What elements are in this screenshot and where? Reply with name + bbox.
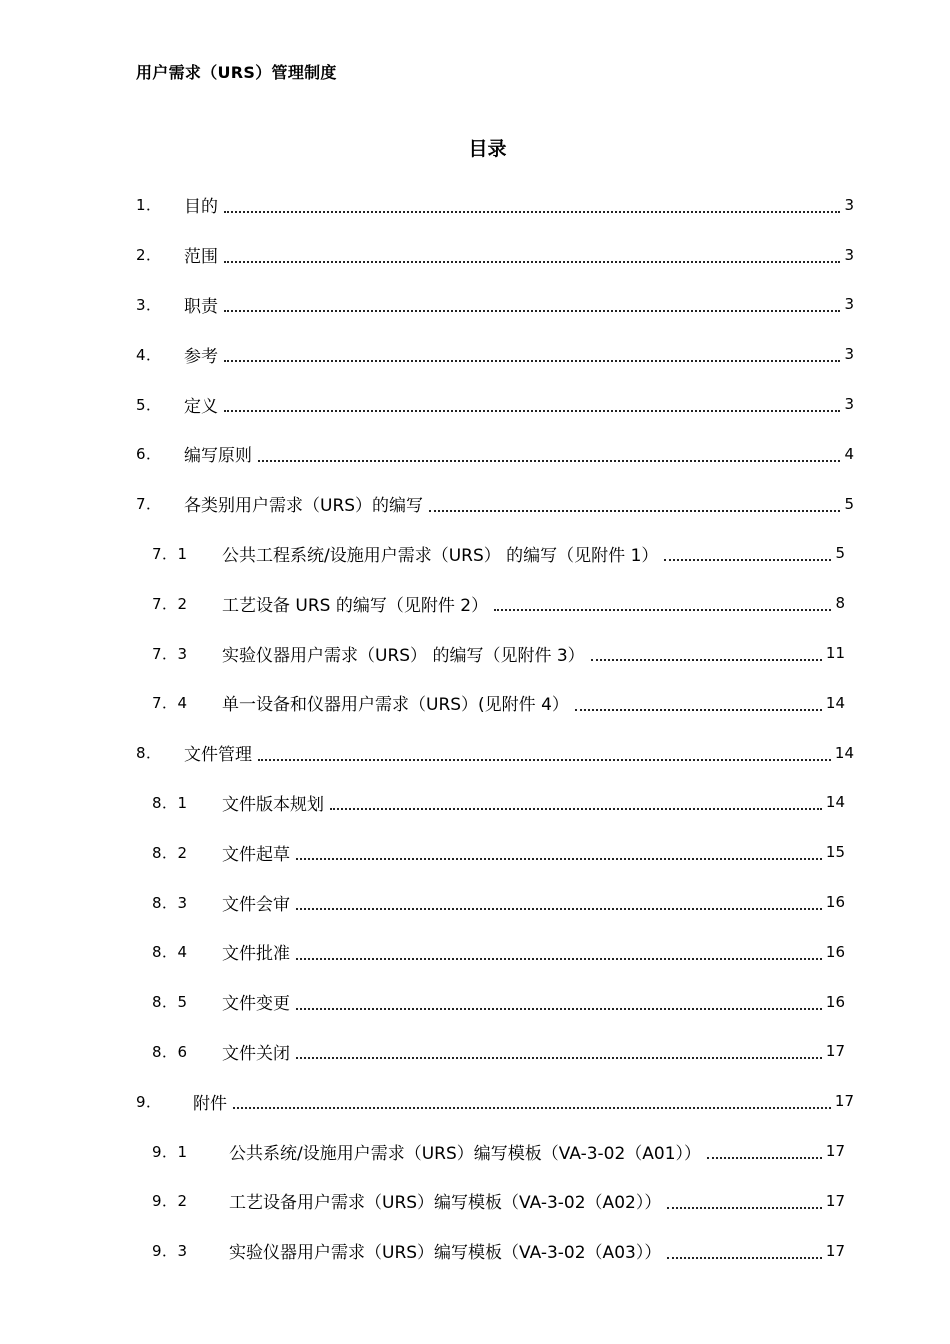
toc-entry-label[interactable]: 文件批准 — [222, 944, 290, 965]
toc-entry[interactable] — [0, 379, 950, 429]
toc-entry-page-number[interactable]: 5 — [844, 494, 854, 513]
toc-entry-page-number[interactable]: 14 — [825, 693, 845, 712]
toc-entry-page-number[interactable]: 17 — [825, 1042, 845, 1061]
toc-entry-number: 9．3 — [152, 1242, 188, 1261]
toc-entry[interactable] — [0, 678, 950, 728]
toc-entry-label[interactable]: 文件关闭 — [222, 1043, 290, 1064]
toc-entry-number: 9． — [136, 1092, 162, 1111]
toc-entry[interactable] — [0, 877, 950, 927]
toc-entry-number: 7．4 — [152, 694, 188, 713]
toc-entry-page-number[interactable]: 3 — [844, 395, 854, 414]
toc-leader-dots — [296, 888, 822, 910]
toc-entry-number: 9．1 — [152, 1142, 188, 1161]
toc-entry-label[interactable]: 范围 — [184, 247, 218, 268]
toc-entry-label[interactable]: 实验仪器用户需求（URS）编写模板（VA-3-02（A03）） — [229, 1243, 662, 1264]
toc-entry-label[interactable]: 定义 — [184, 396, 218, 417]
toc-entry-page-number[interactable]: 16 — [825, 893, 845, 912]
toc-leader-dots — [296, 988, 822, 1010]
toc-entry-label[interactable]: 工艺设备用户需求（URS）编写模板（VA-3-02（A02）） — [229, 1193, 662, 1214]
toc-leader-dots — [667, 1237, 822, 1259]
toc-entry-label[interactable]: 目的 — [184, 197, 218, 218]
toc-leader-dots — [224, 340, 840, 362]
toc-title: 目录 — [468, 138, 507, 160]
toc-entry-label[interactable]: 附件 — [193, 1093, 227, 1114]
toc-entry[interactable] — [0, 778, 950, 828]
toc-entry-label[interactable]: 各类别用户需求（URS）的编写 — [184, 496, 424, 517]
toc-entry-number: 9．2 — [152, 1192, 188, 1211]
toc-leader-dots — [258, 739, 831, 761]
toc-entry[interactable] — [0, 429, 950, 479]
toc-entry[interactable] — [0, 1226, 950, 1276]
toc-entry-number: 8．1 — [152, 793, 188, 812]
toc-leader-dots — [667, 1187, 822, 1209]
toc-entry-label[interactable]: 工艺设备 URS 的编写（见附件 2） — [222, 595, 489, 616]
toc-entry-label[interactable]: 文件版本规划 — [222, 794, 324, 815]
toc-entry-number: 3． — [136, 295, 162, 314]
toc-entry[interactable] — [0, 1126, 950, 1176]
toc-entry-number: 8．4 — [152, 943, 188, 962]
toc-entry[interactable] — [0, 1076, 950, 1126]
toc-entry-page-number[interactable]: 5 — [835, 544, 845, 563]
toc-leader-dots — [224, 241, 840, 263]
toc-entry[interactable] — [0, 230, 950, 280]
toc-entry-number: 1． — [136, 196, 162, 215]
toc-leader-dots — [258, 440, 840, 462]
toc-entry-label[interactable]: 参考 — [184, 346, 218, 367]
toc-entry-label[interactable]: 文件管理 — [184, 745, 252, 766]
running-header: 用户需求（URS）管理制度 — [136, 63, 337, 82]
toc-entry-number: 6． — [136, 445, 162, 464]
toc-entry-page-number[interactable]: 17 — [825, 1191, 845, 1210]
toc-entry-number: 7．1 — [152, 544, 188, 563]
toc-entry[interactable] — [0, 977, 950, 1027]
toc-entry[interactable] — [0, 927, 950, 977]
toc-entry-number: 7．3 — [152, 644, 188, 663]
toc-leader-dots — [296, 938, 822, 960]
toc-entry-number: 8． — [136, 744, 162, 763]
toc-entry-label[interactable]: 编写原则 — [184, 446, 252, 467]
toc-entry[interactable] — [0, 728, 950, 778]
toc-leader-dots — [224, 290, 840, 312]
toc-entry-label[interactable]: 文件会审 — [222, 894, 290, 915]
toc-entry-label[interactable]: 单一设备和仪器用户需求（URS）(见附件 4） — [222, 695, 569, 716]
toc-entry-label[interactable]: 公共系统/设施用户需求（URS）编写模板（VA-3-02（A01）） — [229, 1143, 702, 1164]
toc-leader-dots — [224, 390, 840, 412]
toc-entry-label[interactable]: 文件变更 — [222, 994, 290, 1015]
toc-leader-dots — [330, 788, 822, 810]
toc-entry-number: 8．6 — [152, 1042, 188, 1061]
toc-entry-number: 4． — [136, 345, 162, 364]
toc-entry-page-number[interactable]: 11 — [825, 644, 845, 663]
toc-entry[interactable] — [0, 827, 950, 877]
toc-leader-dots — [664, 539, 831, 561]
toc-entry[interactable] — [0, 280, 950, 330]
toc-entry-label[interactable]: 实验仪器用户需求（URS） 的编写（见附件 3） — [222, 645, 585, 666]
toc-entry-number: 8．2 — [152, 843, 188, 862]
toc-entry-page-number[interactable]: 4 — [844, 444, 854, 463]
toc-leader-dots — [296, 838, 822, 860]
toc-entry-page-number[interactable]: 3 — [844, 195, 854, 214]
toc-entry-page-number[interactable]: 14 — [825, 793, 845, 812]
toc-entry[interactable] — [0, 628, 950, 678]
toc-leader-dots — [224, 191, 840, 213]
toc-entry-label[interactable]: 公共工程系统/设施用户需求（URS） 的编写（见附件 1） — [222, 545, 659, 566]
toc-entry-page-number[interactable]: 3 — [844, 245, 854, 264]
toc-entry-number: 5． — [136, 395, 162, 414]
toc-entry-page-number[interactable]: 14 — [834, 743, 854, 762]
toc-entry[interactable] — [0, 180, 950, 230]
toc-entry-number: 7．2 — [152, 594, 188, 613]
toc-entry-label[interactable]: 职责 — [184, 296, 218, 317]
toc-leader-dots — [707, 1137, 822, 1159]
toc-entry-number: 7． — [136, 495, 162, 514]
toc-entry-page-number[interactable]: 3 — [844, 295, 854, 314]
toc-entry-label[interactable]: 文件起草 — [222, 844, 290, 865]
toc-entry-page-number[interactable]: 15 — [825, 843, 845, 862]
toc-leader-dots — [233, 1087, 831, 1109]
toc-entry[interactable] — [0, 1176, 950, 1226]
toc-leader-dots — [494, 589, 831, 611]
toc-entry[interactable] — [0, 529, 950, 579]
toc-leader-dots — [296, 1037, 822, 1059]
toc-leader-dots — [575, 689, 822, 711]
toc-entry-page-number[interactable]: 17 — [834, 1092, 854, 1111]
toc-entry-page-number[interactable]: 16 — [825, 942, 845, 961]
toc-leader-dots — [591, 639, 822, 661]
toc-entry-page-number[interactable]: 16 — [825, 992, 845, 1011]
toc-leader-dots — [429, 490, 840, 512]
table-of-contents — [0, 180, 950, 1276]
toc-entry-page-number[interactable]: 3 — [844, 345, 854, 364]
toc-entry[interactable] — [0, 329, 950, 379]
toc-entry-page-number[interactable]: 17 — [825, 1142, 845, 1161]
toc-entry[interactable] — [0, 479, 950, 529]
toc-entry[interactable] — [0, 1027, 950, 1077]
toc-entry-number: 8．3 — [152, 893, 188, 912]
toc-entry-number: 8．5 — [152, 993, 188, 1012]
toc-entry-page-number[interactable]: 17 — [825, 1241, 845, 1260]
toc-entry[interactable] — [0, 578, 950, 628]
toc-entry-page-number[interactable]: 8 — [835, 594, 845, 613]
toc-entry-number: 2． — [136, 246, 162, 265]
